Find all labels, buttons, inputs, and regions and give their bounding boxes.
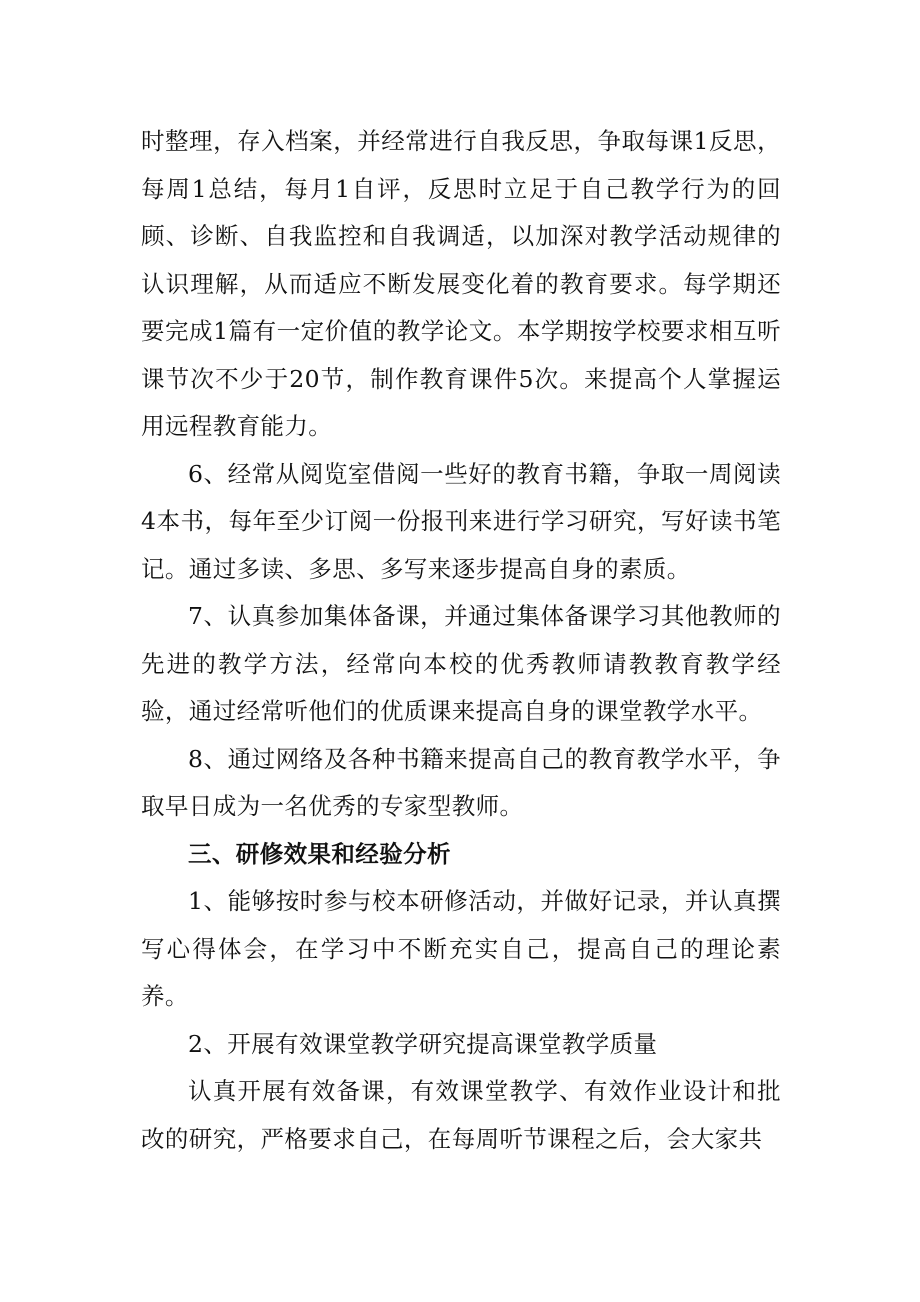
- paragraph-item-8-network-learning: 8、通过网络及各种书籍来提高自己的教育教学水平，争取早日成为一名优秀的专家型教师。: [141, 744, 781, 820]
- paragraph-reflection-continued: 时整理，存入档案，并经常进行自我反思，争取每课1反思，每周1总结，每月1自评，反思时立足于自己教学行为的回顾、诊断、自我监控和自我调适，以加深对教学活动规律的认识理解，从而适应不断发展变化着的教育要求。每学期还要完成1篇有一定价值的教学论文。本学期按学校要求相互听课节次不少于20节，制作教育课件5次。来提高个人掌握运用远程教育能力。: [141, 127, 781, 440]
- document-body: [141, 118, 781, 1163]
- paragraph-result-2-title: 2、开展有效课堂教学研究提高课堂教学质量: [188, 1029, 658, 1058]
- paragraph-result-2-body: 认真开展有效备课，有效课堂教学、有效作业设计和批改的研究，严格要求自己，在每周听节课程之后，会大家共: [141, 1077, 781, 1153]
- paragraph-item-7-collective-lesson-prep: 7、认真参加集体备课，并通过集体备课学习其他教师的先进的教学方法，经常向本校的优秀教师请教教育教学经验，通过经常听他们的优质课来提高自身的课堂教学水平。: [141, 602, 781, 725]
- paragraph-result-1: 1、能够按时参与校本研修活动，并做好记录，并认真撰写心得体会，在学习中不断充实自己，提高自己的理论素养。: [141, 887, 781, 1010]
- section-heading-three: 三、研修效果和经验分析: [188, 839, 451, 868]
- paragraph-item-6-reading: 6、经常从阅览室借阅一些好的教育书籍，争取一周阅读4本书，每年至少订阅一份报刊来进行学习研究，写好读书笔记。通过多读、多思、多写来逐步提高自身的素质。: [141, 459, 781, 583]
